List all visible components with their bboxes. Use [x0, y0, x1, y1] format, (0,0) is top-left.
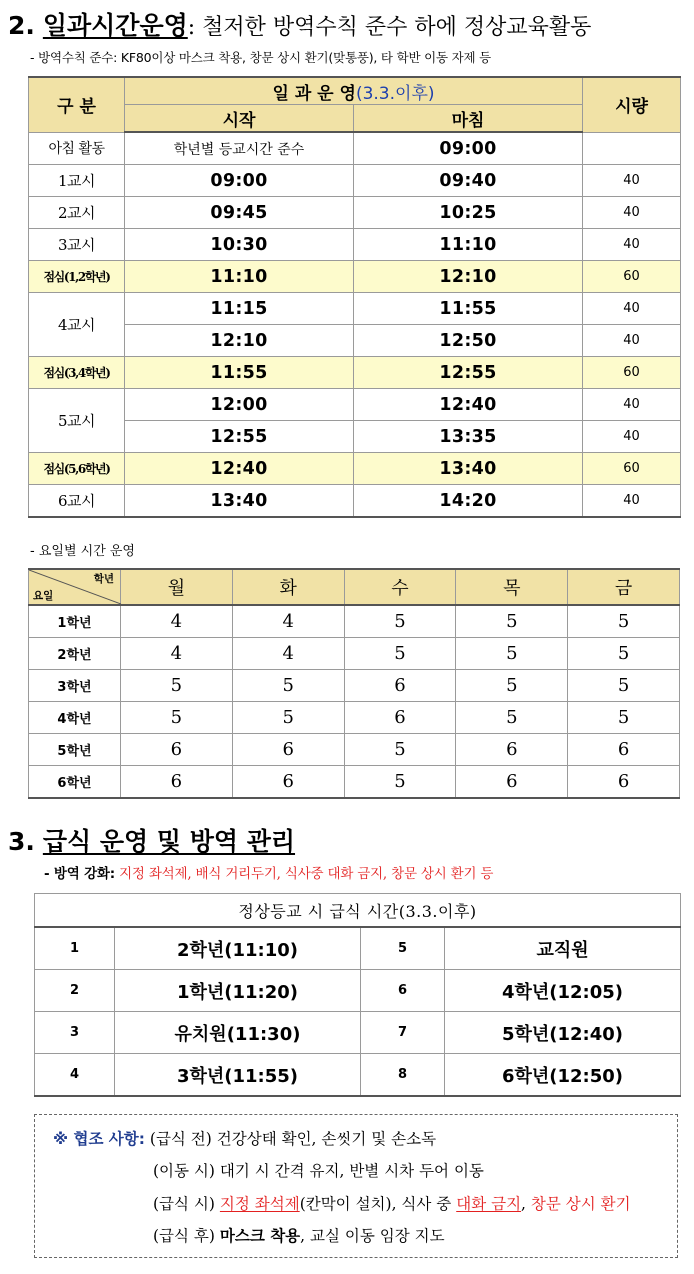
section2-title-rest: : 철저한 방역수칙 준수 하에 정상교육활동 — [187, 15, 592, 40]
table-row: 1교시 09:00 09:40 40 — [29, 165, 681, 197]
table-row: 4 3학년(11:55) 8 6학년(12:50) — [35, 1054, 681, 1097]
section3-number: 3. — [8, 827, 35, 856]
day-header: 목 — [456, 569, 568, 605]
section2-number: 2. — [8, 11, 35, 40]
meal-table-title: 정상등교 시 급식 시간(3.3.이후) — [35, 894, 681, 928]
header-duration: 시량 — [583, 77, 681, 132]
section3-note — [44, 862, 493, 882]
table-row: 3학년 5 5 6 5 5 — [29, 670, 680, 702]
table-row: 12:10 12:50 40 — [29, 325, 681, 357]
section3-note-text: 지정 좌석제, 배식 거리두기, 식사중 대화 금지, 창문 상시 환기 등 — [119, 866, 494, 882]
table-row: 2학년 4 4 5 5 5 — [29, 638, 680, 670]
notice-line-2: (이동 시) 대기 시 간격 유지, 반별 시차 두어 이동 — [153, 1162, 484, 1180]
section3-note-label: - 방역 강화: — [44, 866, 115, 882]
header-operation-date: (3.3.이후) — [355, 83, 435, 104]
section3-title-keyword: 급식 운영 및 방역 관리 — [42, 827, 296, 856]
meal-schedule-table — [34, 893, 681, 1097]
table-row: 3 유치원(11:30) 7 5학년(12:40) — [35, 1012, 681, 1054]
section2-title-keyword: 일과시간운영 — [42, 11, 188, 40]
header-category: 구 분 — [29, 77, 125, 132]
table-row: 12:55 13:35 40 — [29, 421, 681, 453]
cooperation-notice-box — [34, 1114, 678, 1258]
table-row: 1 2학년(11:10) 5 교직원 — [35, 927, 681, 970]
schedule-table — [28, 76, 681, 518]
corner-day-label: 요일 — [33, 590, 54, 602]
notice-line-4: (급식 후) 마스크 착용, 교실 이동 임장 지도 — [153, 1227, 445, 1245]
header-start: 시작 — [125, 105, 354, 133]
table-row: 4교시 11:15 11:55 40 — [29, 293, 681, 325]
weekday-note: - 요일별 시간 운영 — [30, 544, 135, 559]
notice-line-1: ※ 협조 사항: (급식 전) 건강상태 확인, 손씻기 및 손소독 — [53, 1130, 437, 1148]
day-header: 화 — [232, 569, 344, 605]
table-row: 5학년 6 6 5 6 6 — [29, 734, 680, 766]
day-header: 월 — [121, 569, 233, 605]
weekday-corner-cell — [29, 569, 121, 605]
table-row: 2 1학년(11:20) 6 4학년(12:05) — [35, 970, 681, 1012]
notice-line-3: (급식 시) 지정 좌석제(칸막이 설치), 식사 중 대화 금지, 창문 상시 환기 — [153, 1195, 631, 1213]
notice-label: ※ 협조 사항: — [53, 1130, 145, 1148]
table-row: 아침 활동 학년별 등교시간 준수 09:00 — [29, 132, 681, 165]
header-end: 마침 — [354, 105, 583, 133]
table-row: 점심(5,6학년) 12:40 13:40 60 — [29, 453, 681, 485]
table-row: 6학년 6 6 5 6 6 — [29, 766, 680, 799]
table-row: 5교시 12:00 12:40 40 — [29, 389, 681, 421]
section2-note: - 방역수칙 준수: KF80이상 마스크 착용, 창문 상시 환기(맞통풍), 타 학반 이동 자제 등 — [30, 50, 492, 65]
day-header: 수 — [344, 569, 456, 605]
table-row: 6교시 13:40 14:20 40 — [29, 485, 681, 518]
table-row: 점심(3,4학년) 11:55 12:55 60 — [29, 357, 681, 389]
table-row: 1학년 4 4 5 5 5 — [29, 605, 680, 638]
section2-title — [8, 6, 591, 42]
table-row: 3교시 10:30 11:10 40 — [29, 229, 681, 261]
header-operation: 일 과 운 영(3.3.이후) — [125, 77, 583, 105]
table-row: 점심(1,2학년) 11:10 12:10 60 — [29, 261, 681, 293]
corner-grade-label: 학년 — [93, 573, 114, 585]
section3-title — [8, 822, 295, 858]
weekday-table — [28, 568, 680, 799]
table-row: 2교시 09:45 10:25 40 — [29, 197, 681, 229]
day-header: 금 — [568, 569, 680, 605]
table-row: 4학년 5 5 6 5 5 — [29, 702, 680, 734]
